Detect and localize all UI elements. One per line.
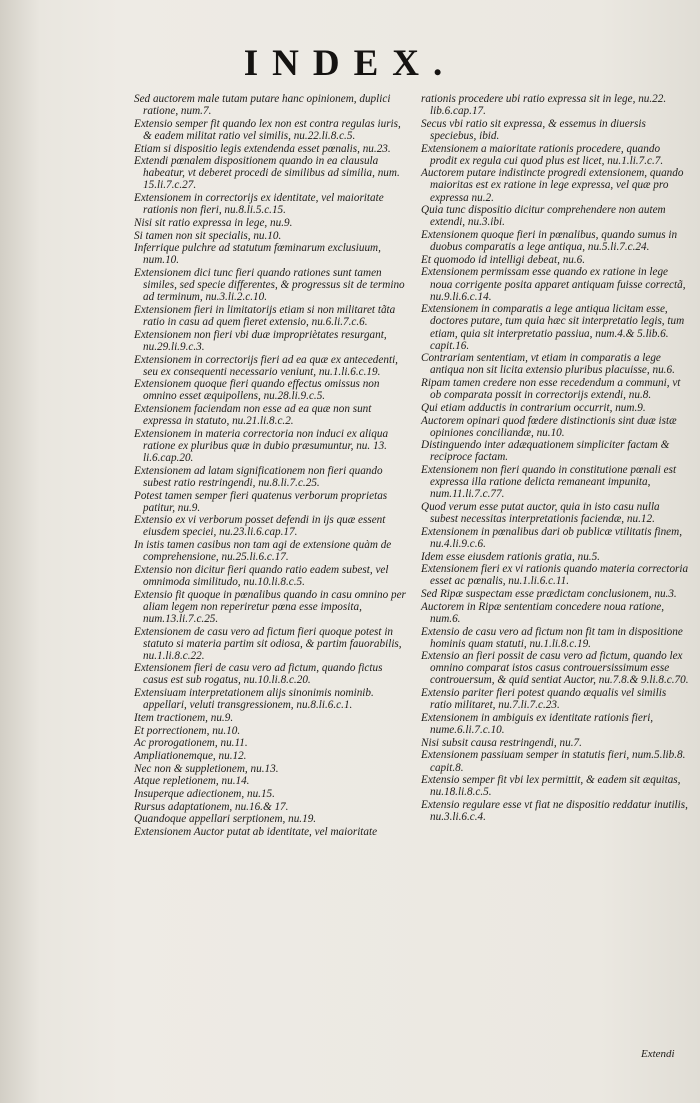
index-entry: Extensionem in materia correctoria non induci ex aliqua ratione ex pluribus quæ in dubio præsumuntur, nu. 13. li.6.cap.20. [134,427,389,465]
index-entry: Extensio ex vi verborum posset defendi in ijs quæ essent eiusdem speciei, nu.23.li.6.cap.17. [134,514,386,539]
index-entry: Extensionem ad latam significationem non fieri quando subest ratio restringendi, nu.8.li.7.c.25. [134,464,383,489]
index-entry: Rursus adaptationem, nu.16.& 17. [134,800,289,813]
index-entry: Distinguendo inter adæquationem simpliciter factam & reciproce factam. [421,439,670,464]
index-entry: Contrariam sententiam, vt etiam in comparatis a lege antiqua non sit licita extensio pluribus placuisse, nu.6. [421,352,675,377]
index-entry: In istis tamen casibus non tam agi de extensione quàm de comprehensione, nu.25.li.6.c.17. [134,539,392,564]
index-entry: Et quomodo id intelligi debeat, nu.6. [421,253,586,266]
index-entry: Extensionem in ambiguis ex identitate rationis fieri, nume.6.li.7.c.10. [421,711,654,737]
index-entry: Si tamen non sit specialis, nu.10. [134,229,282,242]
index-entry: Ampliationemque, nu.12. [134,750,247,762]
index-entry: Extensio non dicitur fieri quando ratio eadem subest, vel omnimoda similitudo, nu.10.li.8.c.5. [134,563,389,588]
index-entry: Extensio semper fit vbi lex permittit, & eadem sit æquitas, nu.18.li.8.c.5. [421,774,681,799]
index-entry: Extensio fit quoque in pœnalibus quando in casu omnino per aliam legem non reperiretur pœna esse imposita, num.13.li.7.c.25. [134,588,406,625]
index-entry: Extensionem in comparatis a lege antiqua licitam esse, doctores putare, tum quia hæc sit interpretatio legis, tum etiam, quia sit interpretatio passiua, num.4.& 5.lib.6. capit.16. [421,303,685,352]
index-entry: Extensionem non fieri quando in constitutione pœnali est expressa illa ratione delicta remaneant impunita, num.11.li.7.c.77. [421,464,677,501]
index-entry: Extensionem fieri de casu vero ad fictum, quando fictus casus est sub rogatus, nu.10.li.8.c.20. [134,662,383,687]
page-title: INDEX. [243,43,457,84]
index-entry: Qui etiam adductis in contrarium occurrit, num.9. [421,401,646,414]
index-entry: Extensionem in correctorijs fieri ad ea quæ ex antecedenti, seu ex consequenti necessario veniunt, nu.1.li.6.c.19. [134,353,398,378]
index-entry: Sed auctorem male tutam putare hanc opinionem, duplici ratione, num.7. [134,93,391,118]
index-entry: Extensionem quoque fieri quando effectus omissus non omnino esset æquipollens, nu.28.li.9.c.5. [134,378,380,403]
index-entry: Etiam si dispositio legis extendenda esset pœnalis, nu.23. [134,142,391,155]
index-entry: Secus vbi ratio sit expressa, & essemus in diuersis speciebus, ibid. [421,117,646,142]
index-entry: Extensionem in pœnalibus dari ob publicæ vtilitatis finem, nu.4.li.9.c.6. [421,525,683,550]
index-entry: Extensiuam interpretationem alijs sinonimis nominib. appellari, veluti transgressionem, nu.8.li.6.c.1. [134,687,374,712]
index-entry: Extensionem passiuam semper in statutis fieri, num.5.lib.8. capit.8. [421,749,686,774]
index-entry: Quod verum esse putat auctor, quia in isto casu nulla subest necessitas interpretationis faciendæ, nu.12. [421,501,660,526]
index-entry: Ripam tamen credere non esse recedendum a communi, vt ob comparata possit in correctorijs extendi, nu.8. [421,377,681,402]
index-entry: Extensionem non fieri vbi duæ impropriètates resurgant, nu.29.li.9.c.3. [134,328,387,353]
index-entry: Atque repletionem, nu.14. [134,775,250,788]
index-entry: Item tractionem, nu.9. [134,711,234,724]
index-entry: Extensionem quoque fieri in pœnalibus, quando sumus in duobus comparatis a lege antiqua, nu.5.li.7.c.24. [421,229,678,254]
index-entry: Et porrectionem, nu.10. [134,724,241,737]
index-entry: Auctorem in Ripæ sententiam concedere noua ratione, num.6. [421,600,665,625]
index-entry: Extensionem permissam esse quando ex ratione in lege noua corrigente posita apparet antiquam fuisse correctã, nu.9.li.6.c.14. [421,266,686,303]
index-entry: Extensio de casu vero ad fictum non fit tam in dispositione hominis quam statuti, nu.1.li.8.c.19. [421,625,683,650]
index-entry: Inferrique pulchre ad statutum fœminarum exclusiuum, num.10. [134,242,381,267]
index-entry: Extensionem faciendam non esse ad ea quæ non sunt expressa in statuto, nu.21.li.8.c.2. [134,403,372,428]
right-column [421,93,689,824]
index-entry: Extensio regulare esse vt fiat ne dispositio reddatur inutilis, nu.3.li.6.c.4. [421,798,688,824]
index-entry: Extensionem in correctorijs ex identitate, vel maioritate rationis non fieri, nu.8.li.5.c.15. [134,192,384,217]
index-entry: rationis procedere ubi ratio expressa sit in lege, nu.22. lib.6.cap.17. [421,93,667,118]
index-entry: Auctorem putare indistincte progredi extensionem, quando maioritas est ex ratione in lege expressa, vel quæ pro expressa nu.2. [421,167,684,204]
index-entry: Quandoque appellari serptionem, nu.19. [134,813,317,826]
index-entry: Extensionem dici tunc fieri quando rationes sunt tamen similes, sed specie differentes, & progressus sit de termino ad terminum, nu.3.li.2.c.10. [134,267,405,304]
index-entry: Extensionem de casu vero ad fictum fieri quoque potest in statuto si materia partim sit odiosa, & partim fauorabilis, nu.1.li.8.c.22. [134,625,402,662]
index-entry: Extensio an fieri possit de casu vero ad fictum, quando lex omnino comparat istos casus controuersissimum esse controuersum, & quid sentiat Auctor, nu.7.8.& 9.li.8.c.70. [421,650,689,687]
index-entry: Auctorem opinari quod fœdere distinctionis sint duæ istæ opiniones conciliandæ, nu.10. [421,414,677,439]
left-column [134,93,406,839]
index-entry: Insuperque adiectionem, nu.15. [134,788,275,801]
index-entry: Nisi subsit causa restringendi, nu.7. [421,736,582,749]
index-entry: Nec non & suppletionem, nu.13. [134,762,279,775]
index-entry: Quia tunc dispositio dicitur comprehendere non autem extendi, nu.3.ibi. [421,204,666,229]
index-entry: Extensionem fieri ex vi rationis quando materia correctoria esset ac pœnalis, nu.1.li.6.c.11. [421,563,689,588]
index-entry: Extensionem a maioritate rationis procedere, quando prodit ex regula cui quod plus est licet, nu.1.li.7.c.7. [421,142,664,167]
index-entry: Extensio pariter fieri potest quando æqualis vel similis ratio militaret, nu.7.li.7.c.23. [421,687,667,712]
index-entry: Extendi pœnalem dispositionem quando in ea clausula habeatur, vt deberet procedi de similibus ad similia, num. 15.li.7.c.27. [134,155,400,192]
catchword: Extendi [641,1048,675,1060]
index-entry: Extensionem Auctor putat ab identitate, vel maioritate [134,826,378,839]
index-entry: Nisi sit ratio expressa in lege, nu.9. [134,216,293,229]
index-entry: Sed Ripæ suspectam esse prædictam conclusionem, nu.3. [421,588,677,601]
index-entry: Idem esse eiusdem rationis gratia, nu.5. [421,550,600,563]
index-entry: Extensio semper fit quando lex non est contra regulas iuris, & eadem militat ratio vel similis, nu.22.li.8.c.5. [134,117,401,142]
index-entry: Extensionem fieri in limitatorijs etiam si non militaret tãta ratio in casu ad quem fieret extensio, nu.6.li.7.c.6. [134,303,396,329]
index-entry: Potest tamen semper fieri quatenus verborum proprietas patitur, nu.9. [134,489,388,514]
index-entry: Ac prorogationem, nu.11. [134,737,248,750]
